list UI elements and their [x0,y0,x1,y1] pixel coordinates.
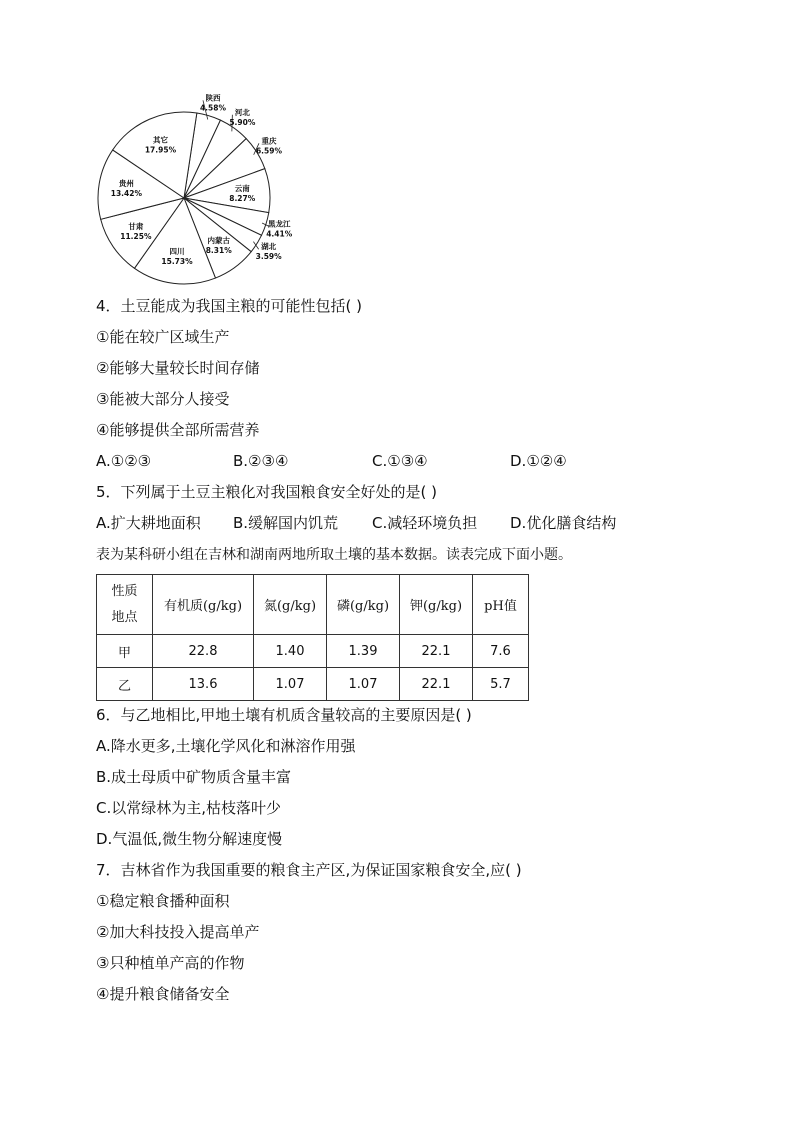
table-cell: 5.7 [473,668,529,701]
pie-label-name-5: 湖北 [261,242,277,252]
corner-top-label: 性质 [111,583,138,599]
q7-item-2: ②加大科技投入提高单产 [96,923,260,941]
header-potassium: 钾(g/kg) [400,575,473,635]
q5-option-b[interactable]: B.缓解国内饥荒 [233,514,339,532]
q5-stem: 5．下列属于土豆主粮化对我国粮食安全好处的是( ) [96,483,438,501]
table-cell: 22.8 [153,635,254,668]
pie-label-value-1: 5.90% [229,117,256,127]
table-cell: 22.1 [400,668,473,701]
pie-label-value-9: 13.42% [110,189,143,199]
pie-label-name-2: 重庆 [261,136,277,146]
pie-label-value-3: 8.27% [229,193,256,203]
soil-data-table [96,574,529,701]
pie-label-value-4: 4.41% [266,229,293,239]
table-cell: 1.39 [327,635,400,668]
q5-option-c[interactable]: C.减轻环境负担 [372,514,478,532]
pie-label-name-4: 黑龙江 [267,219,291,229]
table-cell: 7.6 [473,635,529,668]
pie-label-value-6: 8.31% [205,246,232,256]
pie-label-name-8: 甘肃 [128,222,144,232]
q5-option-d[interactable]: D.优化膳食结构 [510,514,617,532]
q4-option-d[interactable]: D.①②④ [510,452,567,470]
table-row [97,635,529,668]
pie-label-name-0: 陕西 [205,94,221,103]
site-cell: 甲 [97,635,153,668]
q5-option-a[interactable]: A.扩大耕地面积 [96,514,201,532]
corner-cell [97,575,153,635]
header-ph: pH值 [473,575,529,635]
pie-label-value-2: 6.59% [255,146,282,156]
q4-item-3: ③能被大部分人接受 [96,390,230,408]
q4-stem: 4．土豆能成为我国主粮的可能性包括( ) [96,297,363,315]
q4-option-a[interactable]: A.①②③ [96,452,152,470]
table-header-row [97,575,529,635]
q6-option-c[interactable]: C.以常绿林为主,枯枝落叶少 [96,799,282,817]
pie-label-name-6: 内蒙古 [207,236,230,246]
pie-label-value-7: 15.73% [161,257,193,267]
pie-label-name-7: 四川 [169,247,185,257]
corner-bottom-label: 地点 [111,609,138,625]
table-cell: 1.07 [254,668,327,701]
table-cell: 1.40 [254,635,327,668]
q4-item-2: ②能够大量较长时间存储 [96,359,260,377]
pie-label-name-3: 云南 [234,183,250,193]
pie-label-value-0: 4.58% [199,103,226,113]
potato-production-pie-chart [96,94,306,290]
q7-item-1: ①稳定粮食播种面积 [96,892,230,910]
table-cell: 22.1 [400,635,473,668]
table-row [97,668,529,701]
q4-option-b[interactable]: B.②③④ [233,452,289,470]
site-cell: 乙 [97,668,153,701]
q6-option-a[interactable]: A.降水更多,土壤化学风化和淋溶作用强 [96,737,356,755]
q7-stem: 7．吉林省作为我国重要的粮食主产区,为保证国家粮食安全,应( ) [96,861,522,879]
pie-label-value-10: 17.95% [144,145,177,155]
table-intro: 表为某科研小组在吉林和湖南两地所取土壤的基本数据。读表完成下面小题。 [96,547,572,563]
pie-label-value-8: 11.25% [120,232,152,242]
pie-chart-svg [96,94,306,290]
header-organic: 有机质(g/kg) [153,575,254,635]
header-nitrogen: 氮(g/kg) [254,575,327,635]
pie-label-name-9: 贵州 [118,179,134,189]
table-cell: 1.07 [327,668,400,701]
pie-label-name-10: 其它 [152,135,168,145]
q4-item-4: ④能够提供全部所需营养 [96,421,260,439]
pie-label-name-1: 河北 [234,107,250,117]
pie-label-value-5: 3.59% [255,252,282,262]
q6-option-b[interactable]: B.成土母质中矿物质含量丰富 [96,768,292,786]
table-cell: 13.6 [153,668,254,701]
q4-item-1: ①能在较广区域生产 [96,328,230,346]
q4-option-c[interactable]: C.①③④ [372,452,428,470]
header-phosphorus: 磷(g/kg) [327,575,400,635]
q6-option-d[interactable]: D.气温低,微生物分解速度慢 [96,830,283,848]
q7-item-3: ③只种植单产高的作物 [96,954,245,972]
q7-item-4: ④提升粮食储备安全 [96,985,230,1003]
q6-stem: 6．与乙地相比,甲地土壤有机质含量较高的主要原因是( ) [96,706,472,724]
